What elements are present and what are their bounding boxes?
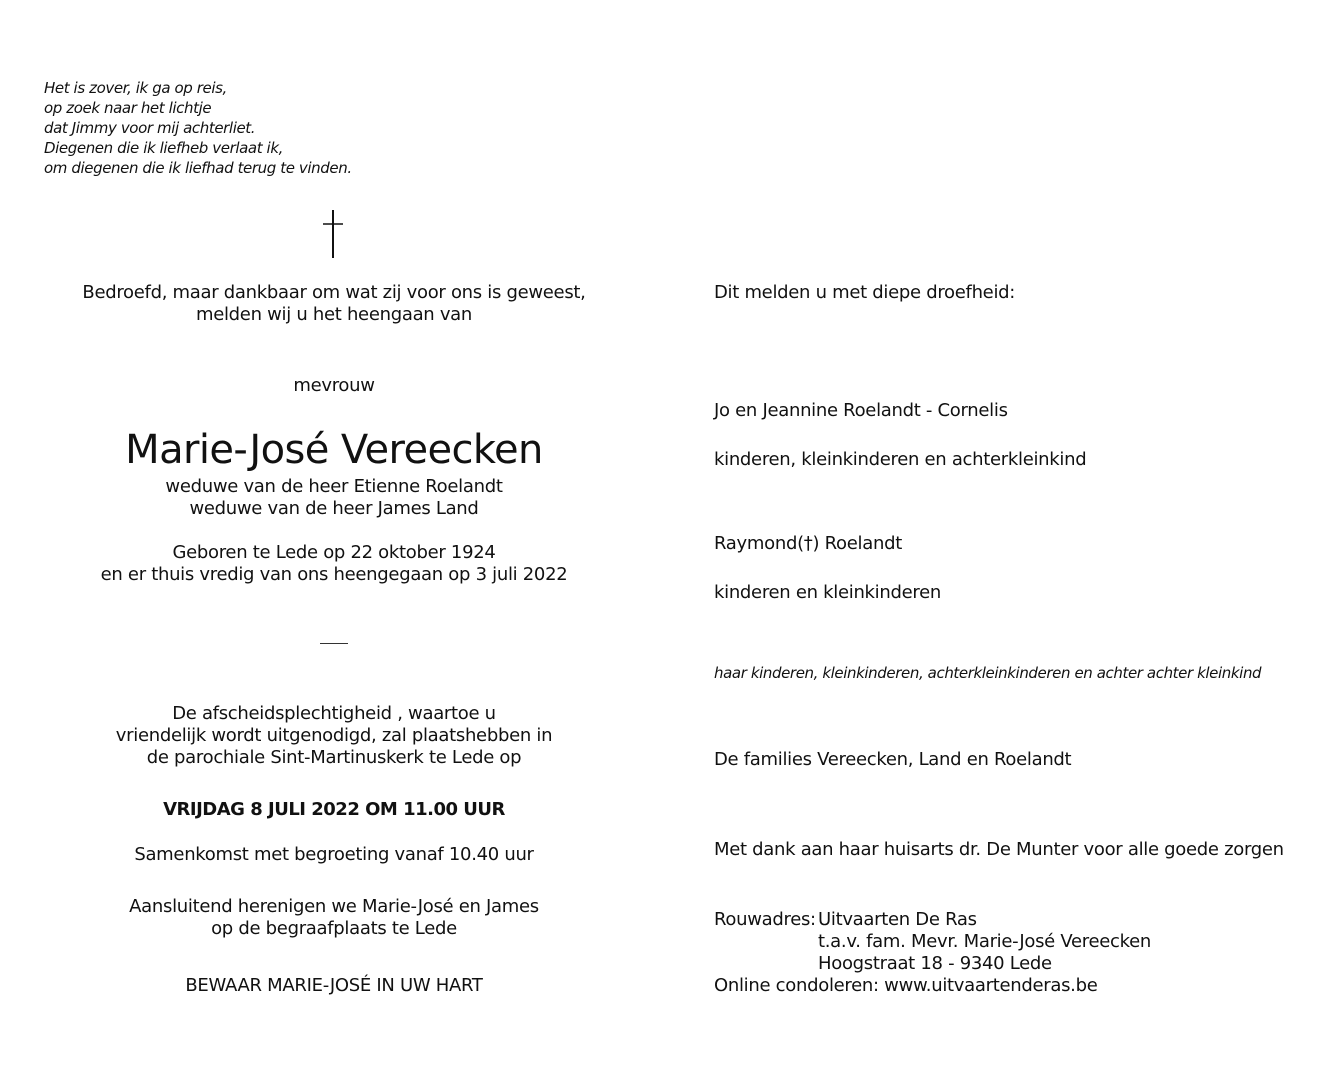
address-line: Uitvaarten De Ras bbox=[818, 909, 977, 930]
burial-text: Aansluitend herenigen we Marie-José en James op de begraafplaats te Lede bbox=[129, 896, 539, 939]
family-name: Jo en Jeannine Roelandt - Cornelis bbox=[714, 400, 1008, 421]
families-text: De families Vereecken, Land en Roelandt bbox=[714, 749, 1072, 770]
deceased-name: Marie-José Vereecken bbox=[125, 427, 543, 473]
address-line: Hoogstraat 18 - 9340 Lede bbox=[818, 953, 1052, 974]
gathering-text: Samenkomst met begroeting vanaf 10.40 uur bbox=[134, 844, 534, 865]
intro-text: Bedroefd, maar dankbaar om wat zij voor ons is geweest, melden wij u het heengaan van bbox=[82, 282, 586, 325]
online-condolence: Online condoleren: www.uitvaartenderas.be bbox=[714, 975, 1098, 996]
widow-text: weduwe van de heer Etienne Roelandt weduwe van de heer James Land bbox=[165, 476, 503, 519]
ceremony-date: VRIJDAG 8 JULI 2022 OM 11.00 UUR bbox=[163, 799, 505, 820]
announcement-intro: Dit melden u met diepe droefheid: bbox=[714, 282, 1016, 303]
address-label: Rouwadres: bbox=[714, 909, 816, 930]
ceremony-text: De afscheidsplechtigheid , waartoe u vriendelijk wordt uitgenodigd, zal plaatshebben in de parochiale Sint-Martinuskerk te Lede op bbox=[115, 703, 553, 768]
mourning-address bbox=[714, 909, 1151, 997]
thanks-text: Met dank aan haar huisarts dr. De Munter voor alle goede zorgen bbox=[714, 839, 1284, 860]
address-line: t.a.v. fam. Mevr. Marie-José Vereecken bbox=[818, 931, 1151, 952]
poem-line: dat Jimmy voor mij achterliet. bbox=[44, 119, 256, 137]
birth-death-text: Geboren te Lede op 22 oktober 1924 en er thuis vredig van ons heengegaan op 3 juli 2022 bbox=[100, 542, 568, 585]
poem-line: op zoek naar het lichtje bbox=[44, 99, 212, 117]
poem-line: om diegenen die ik liefhad terug te vinden. bbox=[44, 159, 352, 177]
salutation: mevrouw bbox=[293, 375, 375, 396]
cross-icon bbox=[322, 210, 344, 258]
family-descendants: kinderen en kleinkinderen bbox=[714, 582, 941, 603]
poem bbox=[44, 78, 352, 178]
poem-line: Diegenen die ik liefheb verlaat ik, bbox=[44, 139, 283, 157]
closing-text: BEWAAR MARIE-JOSÉ IN UW HART bbox=[185, 975, 483, 996]
family-name: Raymond(†) Roelandt bbox=[714, 533, 902, 554]
divider bbox=[320, 643, 348, 644]
poem-line: Het is zover, ik ga op reis, bbox=[44, 79, 227, 97]
family-descendants: kinderen, kleinkinderen en achterkleinkind bbox=[714, 449, 1087, 470]
grandchildren-text: haar kinderen, kleinkinderen, achterkleinkinderen en achter achter kleinkind bbox=[714, 664, 1262, 682]
